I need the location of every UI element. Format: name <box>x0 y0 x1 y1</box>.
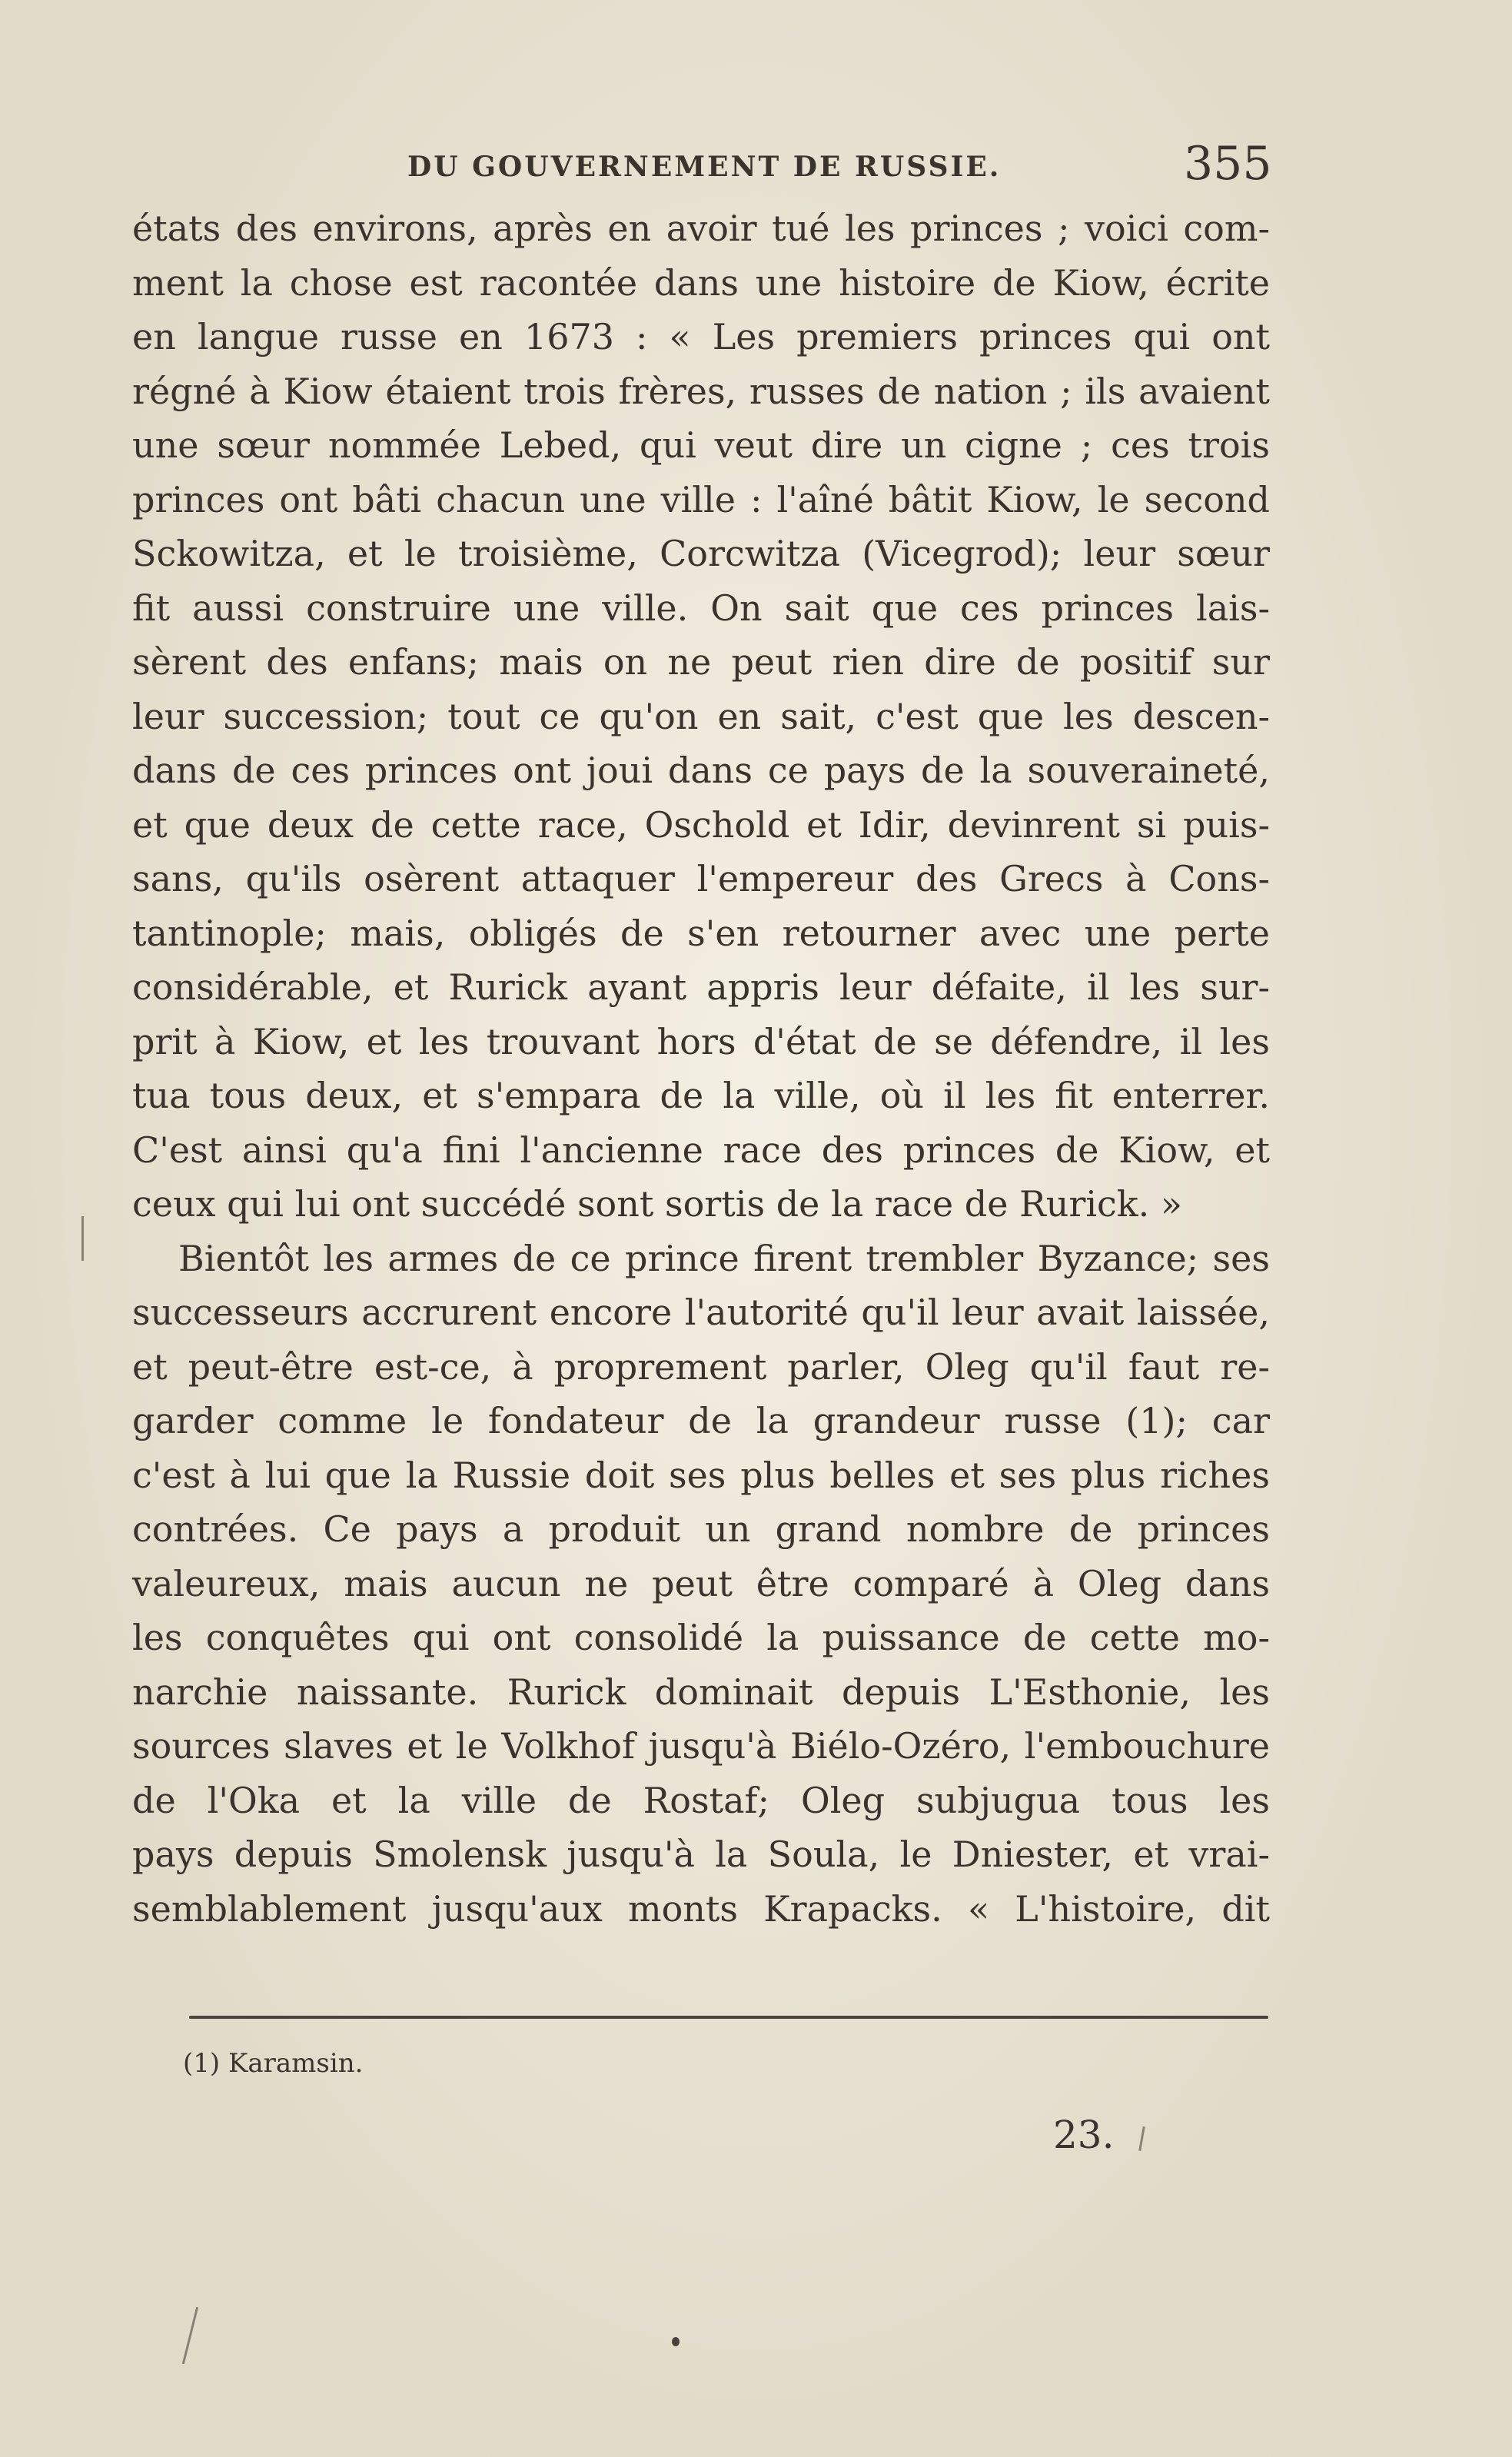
running-head: DU GOUVERNEMENT DE RUSSIE. <box>407 151 1002 183</box>
text-line: sèrent des enfans; mais on ne peut rien dire de positif sur <box>132 641 1270 683</box>
text-line: tua tous deux, et s'empara de la ville, où il les fit enterrer. <box>132 1075 1270 1116</box>
text-line: régné à Kiow étaient trois frères, russes de nation ; ils avaient <box>132 370 1270 412</box>
text-line: et peut-être est-ce, à proprement parler, Oleg qu'il faut re- <box>132 1345 1270 1388</box>
text-line: semblablement jusqu'aux monts Krapacks. « L'histoire, dit <box>132 1887 1270 1930</box>
text-line: dans de ces princes ont joui dans ce pays de la souveraineté, <box>132 750 1270 791</box>
footnote-rule <box>189 2016 1268 2019</box>
text-line: pays depuis Smolensk jusqu'à la Soula, le Dniester, et vrai- <box>132 1834 1270 1875</box>
signature-mark: 23. <box>1053 2113 1115 2157</box>
footnote: (1) Karamsin. <box>183 2048 364 2079</box>
text-line: garder comme le fondateur de la grandeur russe (1); car <box>132 1400 1270 1441</box>
text-line: sans, qu'ils osèrent attaquer l'empereur des Grecs à Cons- <box>132 858 1270 899</box>
stray-mark <box>672 2337 680 2346</box>
body-text <box>132 201 1270 1936</box>
text-line: ceux qui lui ont succédé sont sortis de la race de Rurick. » <box>132 1183 1183 1225</box>
page-number: 355 <box>1184 137 1272 191</box>
text-line: en langue russe en 1673 : « Les premiers princes qui ont <box>132 316 1270 357</box>
text-line: narchie naissante. Rurick dominait depuis L'Esthonie, les <box>132 1671 1270 1713</box>
text-line: successeurs accrurent encore l'autorité qu'il leur avait laissée, <box>132 1292 1270 1333</box>
text-line: ment la chose est racontée dans une histoire de Kiow, écrite <box>132 261 1270 304</box>
text-line: une sœur nommée Lebed, qui veut dire un cigne ; ces trois <box>132 424 1270 466</box>
text-line: états des environs, après en avoir tué les princes ; voici com- <box>132 208 1270 249</box>
stray-mark <box>1138 2126 1145 2151</box>
text-line: C'est ainsi qu'a fini l'ancienne race des princes de Kiow, et <box>132 1129 1270 1171</box>
text-line: c'est à lui que la Russie doit ses plus belles et ses plus riches <box>132 1454 1270 1496</box>
text-line: tantinople; mais, obligés de s'en retourner avec une perte <box>132 912 1270 954</box>
text-line: de l'Oka et la ville de Rostaf; Oleg subjugua tous les <box>132 1779 1270 1821</box>
text-line: Bientôt les armes de ce prince firent trembler Byzance; ses <box>178 1237 1270 1279</box>
text-line: considérable, et Rurick ayant appris leur défaite, il les sur- <box>132 966 1270 1008</box>
stray-mark <box>81 1216 84 1261</box>
text-line: fit aussi construire une ville. On sait que ces princes lais- <box>132 587 1270 629</box>
text-line: leur succession; tout ce qu'on en sait, c'est que les descen- <box>132 695 1270 737</box>
text-line: princes ont bâti chacun une ville : l'aîné bâtit Kiow, le second <box>132 478 1270 520</box>
stray-mark <box>182 2307 198 2364</box>
text-line: sources slaves et le Volkhof jusqu'à Biélo-Ozéro, l'embouchure <box>132 1725 1270 1767</box>
text-line: contrées. Ce pays a produit un grand nombre de princes <box>132 1508 1270 1550</box>
text-line: prit à Kiow, et les trouvant hors d'état de se défendre, il les <box>132 1020 1270 1062</box>
text-line: les conquêtes qui ont consolidé la puissance de cette mo- <box>132 1617 1270 1658</box>
text-line: et que deux de cette race, Oschold et Idir, devinrent si puis- <box>132 803 1270 846</box>
text-line: valeureux, mais aucun ne peut être comparé à Oleg dans <box>132 1562 1270 1604</box>
text-line: Sckowitza, et le troisième, Corcwitza (Vicegrod); leur sœur <box>132 533 1270 574</box>
